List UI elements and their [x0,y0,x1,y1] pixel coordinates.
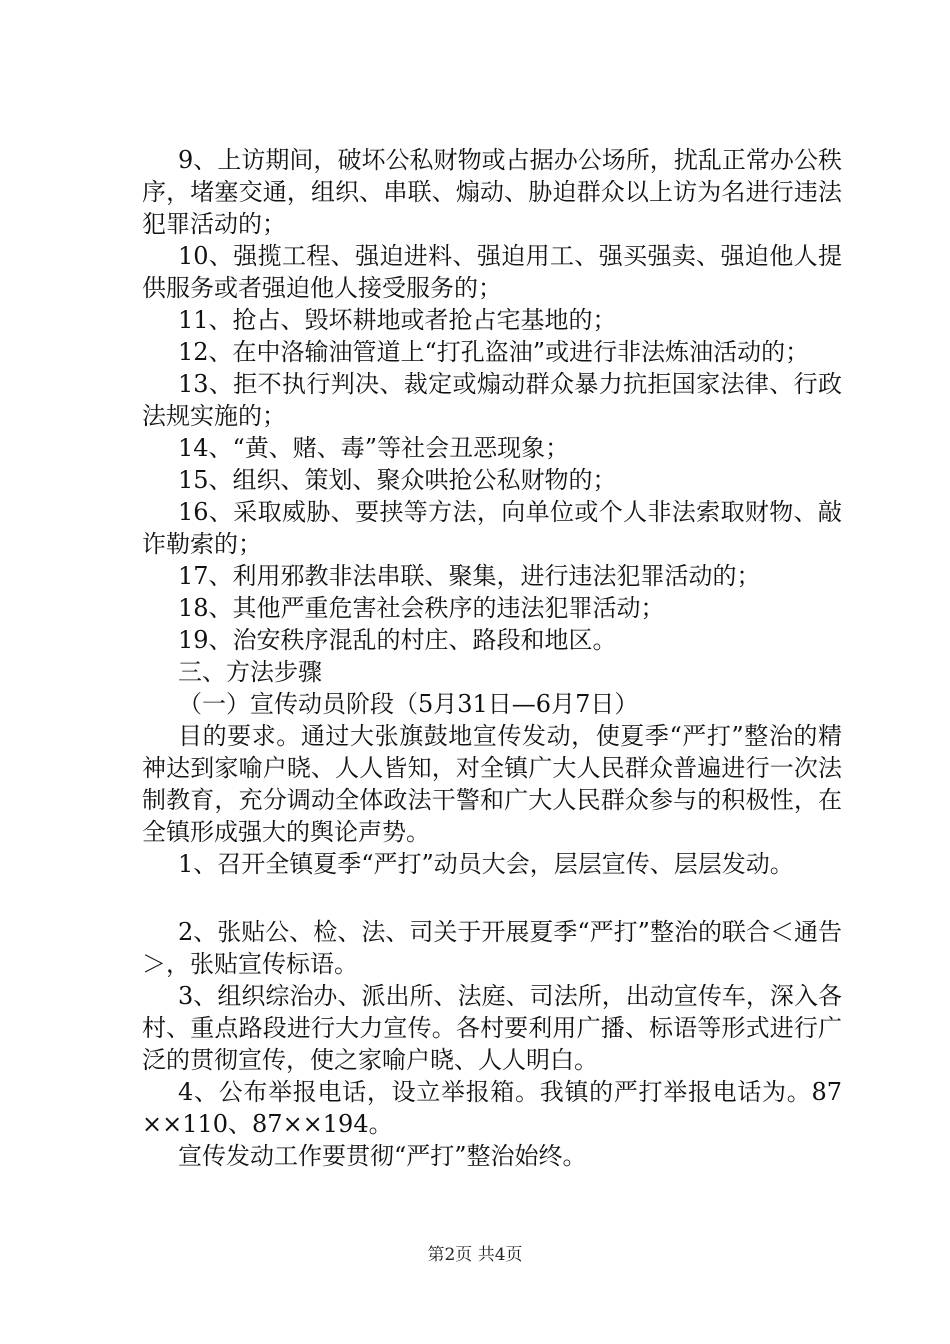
section-heading: 三、方法步骤 [178,658,322,686]
paragraph-item-12: 12、在中洛输油管道上“打孔盗油”或进行非法炼油活动的； [178,338,810,366]
paragraph-objectives: 目的要求。通过大张旗鼓地宣传发动，使夏季“严打”整治的精神达到家喻户晓、人人皆知，对全镇广大人民群众普遍进行一次法制教育，充分调动全体政法干警和广大人民群众参与的积极性，在全镇形成强大的舆论声势。 [142,722,842,846]
paragraph-item-16: 16、采取威胁、要挟等方法，向单位或个人非法索取财物、敲诈勒索的； [142,498,842,558]
paragraph-item-19: 19、治安秩序混乱的村庄、路段和地区。 [178,626,617,654]
paragraph-step-3: 3、组织综治办、派出所、法庭、司法所，出动宣传车，深入各村、重点路段进行大力宣传。各村要利用广播、标语等形式进行广泛的贯彻宣传，使之家喻户晓、人人明白。 [142,982,842,1074]
paragraph-item-10: 10、强揽工程、强迫进料、强迫用工、强买强卖、强迫他人提供服务或者强迫他人接受服务的； [142,242,842,302]
paragraph-item-15: 15、组织、策划、聚众哄抢公私财物的； [178,466,617,494]
paragraph-closing: 宣传发动工作要贯彻“严打”整治始终。 [178,1142,587,1170]
document-body [142,144,842,1172]
paragraph-item-9: 9、上访期间，破坏公私财物或占据办公场所，扰乱正常办公秩序，堵塞交通，组织、串联、煽动、胁迫群众以上访为名进行违法犯罪活动的； [142,146,842,238]
paragraph-step-2: 2、张贴公、检、法、司关于开展夏季“严打”整治的联合＜通告＞，张贴宣传标语。 [142,918,842,978]
paragraph-item-13: 13、拒不执行判决、裁定或煽动群众暴力抗拒国家法律、行政法规实施的； [142,370,842,430]
page-footer: 第2页 共4页 [427,1245,523,1265]
subsection-heading: （一）宣传动员阶段（5月31日—6月7日） [178,690,639,718]
paragraph-step-4: 4、公布举报电话，设立举报箱。我镇的严打举报电话为。87××110、87××194。 [142,1078,842,1138]
paragraph-item-11: 11、抢占、毁坏耕地或者抢占宅基地的； [178,306,617,334]
paragraph-step-1: 1、召开全镇夏季“严打”动员大会，层层宣传、层层发动。 [178,850,794,878]
paragraph-item-17: 17、利用邪教非法串联、聚集，进行违法犯罪活动的； [178,562,761,590]
paragraph-item-14: 14、“黄、赌、毒”等社会丑恶现象； [178,434,570,462]
paragraph-gap [142,880,842,916]
paragraph-item-18: 18、其他严重危害社会秩序的违法犯罪活动； [178,594,665,622]
